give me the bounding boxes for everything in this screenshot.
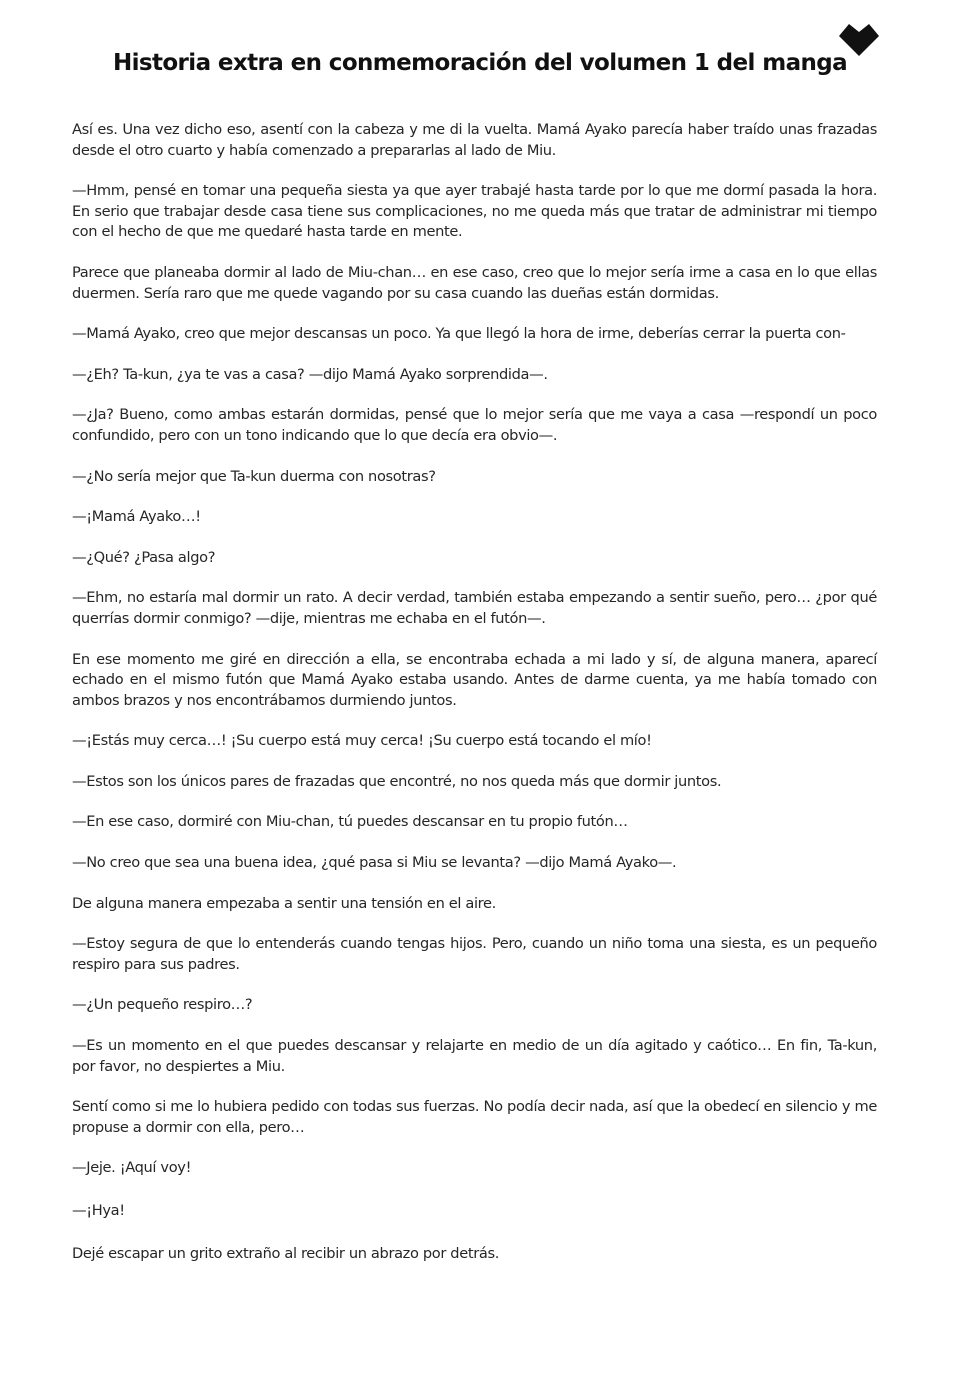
paragraph-4: —Mamá Ayako, creo que mejor descansas un poco. Ya que llegó la hora de irme, deberías cerrar la puerta con- xyxy=(72,325,846,343)
paragraph-18: —¿Un pequeño respiro…? xyxy=(72,996,253,1014)
paragraph-11: En ese momento me giré en dirección a ella, se encontraba echada a mi lado y sí, de alguna manera, aparecí echado en el mismo futón que Mamá Ayako estaba usando. Antes de darme cuenta, ya me había tomado con ambos brazos y nos encontrábamos durmiendo juntos. xyxy=(72,650,877,709)
paragraph-15: —No creo que sea una buena idea, ¿qué pasa si Miu se levanta? —dijo Mamá Ayako—. xyxy=(72,854,677,872)
paragraph-17: —Estoy segura de que lo entenderás cuando tengas hijos. Pero, cuando un niño toma una siesta, es un pequeño respiro para sus padres. xyxy=(72,935,877,973)
paragraph-1: Así es. Una vez dicho eso, asentí con la cabeza y me di la vuelta. Mamá Ayako parecía haber traído unas frazadas desde el otro cuarto y había comenzado a prepararlas al lado de Miu. xyxy=(72,121,877,159)
paragraph-3: Parece que planeaba dormir al lado de Miu-chan… en ese caso, creo que lo mejor sería irme a casa en lo que ellas duermen. Sería raro que me quede vagando por su casa cuando las dueñas están dormidas. xyxy=(72,263,877,302)
paragraph-12: —¡Estás muy cerca…! ¡Su cuerpo está muy cerca! ¡Su cuerpo está tocando el mío! xyxy=(72,732,652,750)
story-body xyxy=(72,120,877,1284)
paragraph-16: De alguna manera empezaba a sentir una tensión en el aire. xyxy=(72,894,496,912)
paragraph-8: —¡Mamá Ayako…! xyxy=(72,508,201,526)
paragraph-22: —¡Hya! xyxy=(72,1202,125,1219)
paragraph-13: —Estos son los únicos pares de frazadas que encontré, no nos queda más que dormir juntos. xyxy=(72,772,722,790)
paragraph-14: —En ese caso, dormiré con Miu-chan, tú puedes descansar en tu propio futón… xyxy=(72,813,628,831)
paragraph-21: —Jeje. ¡Aquí voy! xyxy=(72,1159,192,1177)
paragraph-7: —¿No sería mejor que Ta-kun duerma con nosotras? xyxy=(72,467,436,485)
paragraph-20: Sentí como si me lo hubiera pedido con todas sus fuerzas. No podía decir nada, así que la obedecí en silencio y me propuse a dormir con ella, pero… xyxy=(72,1098,877,1136)
paragraph-19: —Es un momento en el que puedes descansar y relajarte en medio de un día agitado y caótico… En fin, Ta-kun, por favor, no despiertes a Miu. xyxy=(72,1037,877,1075)
paragraph-9: —¿Qué? ¿Pasa algo? xyxy=(72,548,216,566)
paragraph-10: —Ehm, no estaría mal dormir un rato. A decir verdad, también estaba empezando a sentir sueño, pero… ¿por qué querrías dormir conmigo? —dije, mientras me echaba en el futón—. xyxy=(72,589,877,627)
page-title: Historia extra en conmemoración del volumen 1 del manga xyxy=(112,50,848,76)
paragraph-2: —Hmm, pensé en tomar una pequeña siesta ya que ayer trabajé hasta tarde por lo que me dormí pasada la hora. En serio que trabajar desde casa tiene sus complicaciones, no me queda más que tratar de administrar mi tiempo con el hecho de que me quedaré hasta tarde en mente. xyxy=(72,182,877,241)
paragraph-6: —¿Ja? Bueno, como ambas estarán dormidas, pensé que lo mejor sería que me vaya a casa —respondí un poco confundido, pero con un tono indicando que lo que decía era obvio—. xyxy=(72,406,877,444)
paragraph-5: —¿Eh? Ta-kun, ¿ya te vas a casa? —dijo Mamá Ayako sorprendida—. xyxy=(72,365,548,383)
paragraph-23: Dejé escapar un grito extraño al recibir un abrazo por detrás. xyxy=(72,1244,499,1262)
